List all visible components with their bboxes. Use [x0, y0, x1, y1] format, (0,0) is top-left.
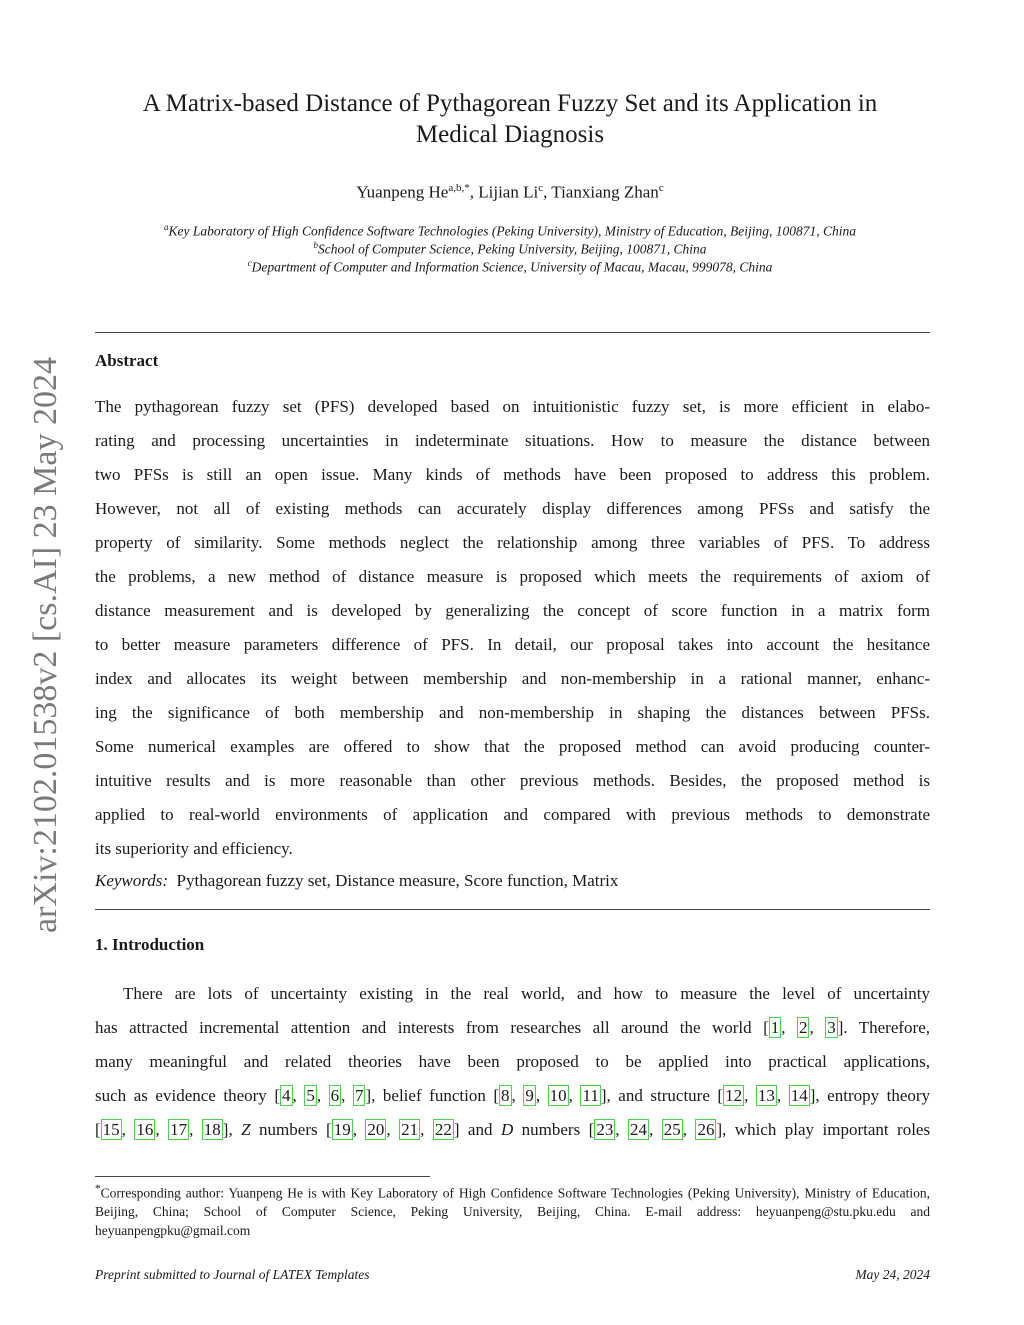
abstract-line: ing the significance of both membership and non-membership in shaping the distances between PFSs.	[95, 703, 930, 722]
citation-link[interactable]: 17	[170, 1120, 188, 1139]
affiliation-text: Key Laboratory of High Confidence Software Technologies (Peking University), Ministry of Education, Beijing, 100871, China	[168, 223, 856, 239]
footnote-text: Corresponding author: Yuanpeng He is with Key Laboratory of High Confidence Software Technologies (Peking University), Ministry of Education, Beijing, China; School of Computer Science, Peking University, Beijing, China. E-mail address: heyuanpeng@stu.pku.edu and heyuanpengpku@gmail.com	[95, 1185, 930, 1238]
citation-link[interactable]: 26	[697, 1120, 715, 1139]
citation-link[interactable]: 21	[401, 1120, 419, 1139]
intro-text: has attracted incremental attention and interests from researches all around the world [	[95, 1018, 769, 1037]
intro-paragraph	[95, 977, 930, 1147]
citation-link[interactable]: 10	[549, 1086, 567, 1105]
citation-link[interactable]: 11	[582, 1086, 599, 1105]
abstract-bottom-rule	[95, 909, 930, 910]
citation-link[interactable]: 13	[757, 1086, 775, 1105]
abstract-line: the problems, a new method of distance measure is proposed which meets the requirements of axiom of	[95, 567, 930, 586]
math-symbol: Z	[241, 1120, 251, 1139]
abstract-line: its superiority and efficiency.	[95, 839, 293, 858]
abstract-line: However, not all of existing methods can accurately display differences among PFSs and satisfy the	[95, 499, 930, 518]
intro-text: ]. Therefore,	[837, 1018, 931, 1037]
abstract-line: intuitive results and is more reasonable than other previous methods. Besides, the proposed method is	[95, 771, 930, 790]
author-sup: c	[538, 182, 544, 194]
intro-text: ],	[222, 1120, 242, 1139]
abstract-line: two PFSs is still an open issue. Many kinds of methods have been proposed to address this problem.	[95, 465, 930, 484]
abstract-line: rating and processing uncertainties in indeterminate situations. How to measure the distance between	[95, 431, 930, 450]
author-name: Lijian Li	[478, 182, 539, 202]
intro-text: [	[95, 1120, 101, 1139]
affiliation-text: Department of Computer and Information Science, University of Macau, Macau, 999078, China	[251, 259, 773, 275]
citation-link[interactable]: 22	[434, 1120, 452, 1139]
abstract-line: The pythagorean fuzzy set (PFS) developed based on intuitionistic fuzzy set, is more efficient in elabo-	[95, 397, 930, 416]
intro-line: many meaningful and related theories have been proposed to be applied into practical applications,	[95, 1052, 930, 1071]
citation-link[interactable]: 15	[102, 1120, 120, 1139]
keywords	[95, 871, 618, 891]
citation-link[interactable]: 8	[501, 1086, 510, 1105]
footnote-mark: *	[95, 1183, 101, 1195]
intro-text: ], and structure [	[600, 1086, 724, 1105]
abstract-heading: Abstract	[95, 351, 159, 370]
abstract-line: applied to real-world environments of application and compared with previous methods to demonstrate	[95, 805, 930, 824]
affiliation-sup: a	[164, 222, 169, 232]
abstract-line: index and allocates its weight between membership and non-membership in a rational manner, enhanc-	[95, 669, 930, 688]
intro-text: ], which play important roles	[716, 1120, 931, 1139]
citation-link[interactable]: 1	[770, 1018, 780, 1037]
footnote	[95, 1180, 930, 1240]
intro-line: There are lots of uncertainty existing in the real world, and how to measure the level of uncertainty	[123, 984, 930, 1003]
abstract-line: distance measurement and is developed by generalizing the concept of score function in a matrix form	[95, 601, 930, 620]
author-name: Tianxiang Zhan	[551, 182, 659, 202]
citation-link[interactable]: 23	[596, 1120, 614, 1139]
footer-journal: Preprint submitted to Journal of LATEX Templates	[95, 1267, 370, 1282]
citation-link[interactable]: 19	[333, 1120, 351, 1139]
title-line-1: A Matrix-based Distance of Pythagorean Fuzzy Set and its Application in	[142, 90, 878, 117]
keywords-text: Pythagorean fuzzy set, Distance measure, Score function, Matrix	[176, 871, 619, 890]
affiliation-sup: b	[313, 240, 319, 250]
citation-link[interactable]: 6	[330, 1086, 340, 1105]
citation-link[interactable]: 2	[798, 1018, 808, 1037]
citation-link[interactable]: 5	[306, 1086, 315, 1105]
intro-line: has attracted incremental attention and interests from researches all around the world [ 1 , 2 , 3 ]. Therefore,	[95, 1018, 931, 1037]
author-list: Yuanpeng $He^{a,b,*}$, Lijian Li$^c$, Tianxiang Zhan$^c$	[356, 182, 664, 202]
abstract-body	[95, 390, 930, 866]
paper-title	[110, 88, 910, 150]
section-heading-introduction: 1. Introduction	[95, 935, 205, 954]
abstract-line: Some numerical examples are offered to show that the proposed method can avoid producing counter-	[95, 737, 930, 756]
citation-link[interactable]: 7	[354, 1086, 364, 1105]
abstract-top-rule	[95, 332, 930, 333]
citation-link[interactable]: 18	[203, 1120, 221, 1139]
intro-text: ], belief function [	[365, 1086, 500, 1105]
author-sup: a,b,*	[448, 182, 470, 194]
keywords-label: Keywords:	[95, 871, 169, 890]
author-sup: c	[658, 182, 664, 194]
citation-link[interactable]: 24	[630, 1120, 648, 1139]
intro-text: numbers [	[250, 1120, 332, 1139]
author-name: Yuanpeng He	[356, 182, 449, 202]
citation-link[interactable]: 12	[725, 1086, 743, 1105]
citation-link[interactable]: 9	[525, 1086, 534, 1105]
citation-link[interactable]: 4	[282, 1086, 291, 1105]
intro-line: [ 15 , 16 , 17 , 18 ], Z numbers [ 19 , 20 , 21 , 22 ] and D numbers [ 23 , 24 , 25 , 26 ], which play important roles	[95, 1120, 931, 1139]
intro-text: ] and	[453, 1120, 501, 1139]
math-symbol: D	[500, 1120, 514, 1139]
intro-text: ], entropy theory	[809, 1086, 931, 1105]
footnote-rule	[95, 1176, 430, 1177]
footer-date: May 24, 2024	[855, 1267, 930, 1282]
abstract-line: to better measure parameters difference of PFS. In detail, our proposal takes into account the hesitance	[95, 635, 930, 654]
intro-line: such as evidence theory [ 4 , 5 , 6 , 7 ], belief function [ 8 , 9 , 10 , 11 ], and structure [ 12 , 13 , 14 ], entropy theory	[95, 1086, 931, 1105]
citation-link[interactable]: 20	[367, 1120, 385, 1139]
intro-text: numbers [	[513, 1120, 595, 1139]
citation-link[interactable]: 16	[136, 1120, 154, 1139]
affiliation-text: School of Computer Science, Peking University, Beijing, 100871, China	[318, 241, 707, 257]
citation-link[interactable]: 3	[827, 1018, 836, 1037]
intro-text: such as evidence theory [	[95, 1086, 281, 1105]
citation-link[interactable]: 14	[790, 1086, 808, 1105]
citation-link[interactable]: 25	[663, 1120, 681, 1139]
abstract-line: property of similarity. Some methods neglect the relationship among three variables of PFS. To address	[95, 533, 930, 552]
title-line-2: Medical Diagnosis	[415, 121, 605, 148]
affiliation-sup: c	[247, 258, 252, 268]
affiliation	[90, 254, 930, 277]
arxiv-identifier: arXiv:2102.01538v2 [cs.AI] 23 May 2024	[27, 356, 64, 934]
arxiv-sidebar	[0, 350, 92, 940]
